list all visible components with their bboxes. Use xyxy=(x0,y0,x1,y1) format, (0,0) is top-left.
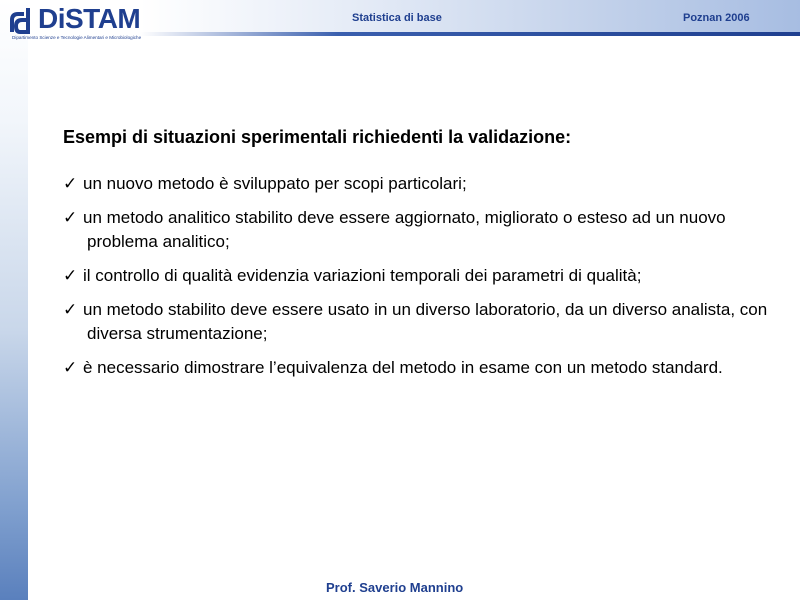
distam-logo xyxy=(4,2,146,42)
check-icon: ✓ xyxy=(63,358,78,377)
logo-mark-icon xyxy=(8,6,42,36)
list-item xyxy=(63,298,773,346)
list-item-text: è necessario dimostrare l’equivalenza del metodo in esame con un metodo standard. xyxy=(83,358,723,377)
header-divider-line xyxy=(140,32,800,36)
check-icon: ✓ xyxy=(63,174,78,193)
header-title: Statistica di base xyxy=(352,12,442,24)
slide-content xyxy=(63,126,773,390)
list-item-text: il controllo di qualità evidenzia variazioni temporali dei parametri di qualità; xyxy=(83,266,642,285)
list-item xyxy=(63,172,773,196)
check-icon: ✓ xyxy=(63,266,78,285)
list-item xyxy=(63,264,773,288)
list-item xyxy=(63,356,773,380)
logo-subtitle: Dipartimento Scienze e Tecnologie Alimentari e Microbiologiche xyxy=(12,35,142,40)
footer-author: Prof. Saverio Mannino xyxy=(326,580,464,595)
list-item xyxy=(63,206,773,254)
header-place-date: Poznan 2006 xyxy=(683,12,750,24)
left-decorative-band xyxy=(0,0,28,600)
check-icon: ✓ xyxy=(63,300,78,319)
check-icon: ✓ xyxy=(63,208,78,227)
slide-heading: Esempi di situazioni sperimentali richiedenti la validazione: xyxy=(63,127,572,147)
logo-text: DiSTAM xyxy=(38,3,141,34)
list-item-text: un nuovo metodo è sviluppato per scopi particolari; xyxy=(83,174,467,193)
list-item-text: un metodo stabilito deve essere usato in un diverso laboratorio, da un diverso analista, con diversa strumentazione; xyxy=(83,300,768,343)
list-item-text: un metodo analitico stabilito deve essere aggiornato, migliorato o esteso ad un nuovo problema analitico; xyxy=(83,208,726,251)
